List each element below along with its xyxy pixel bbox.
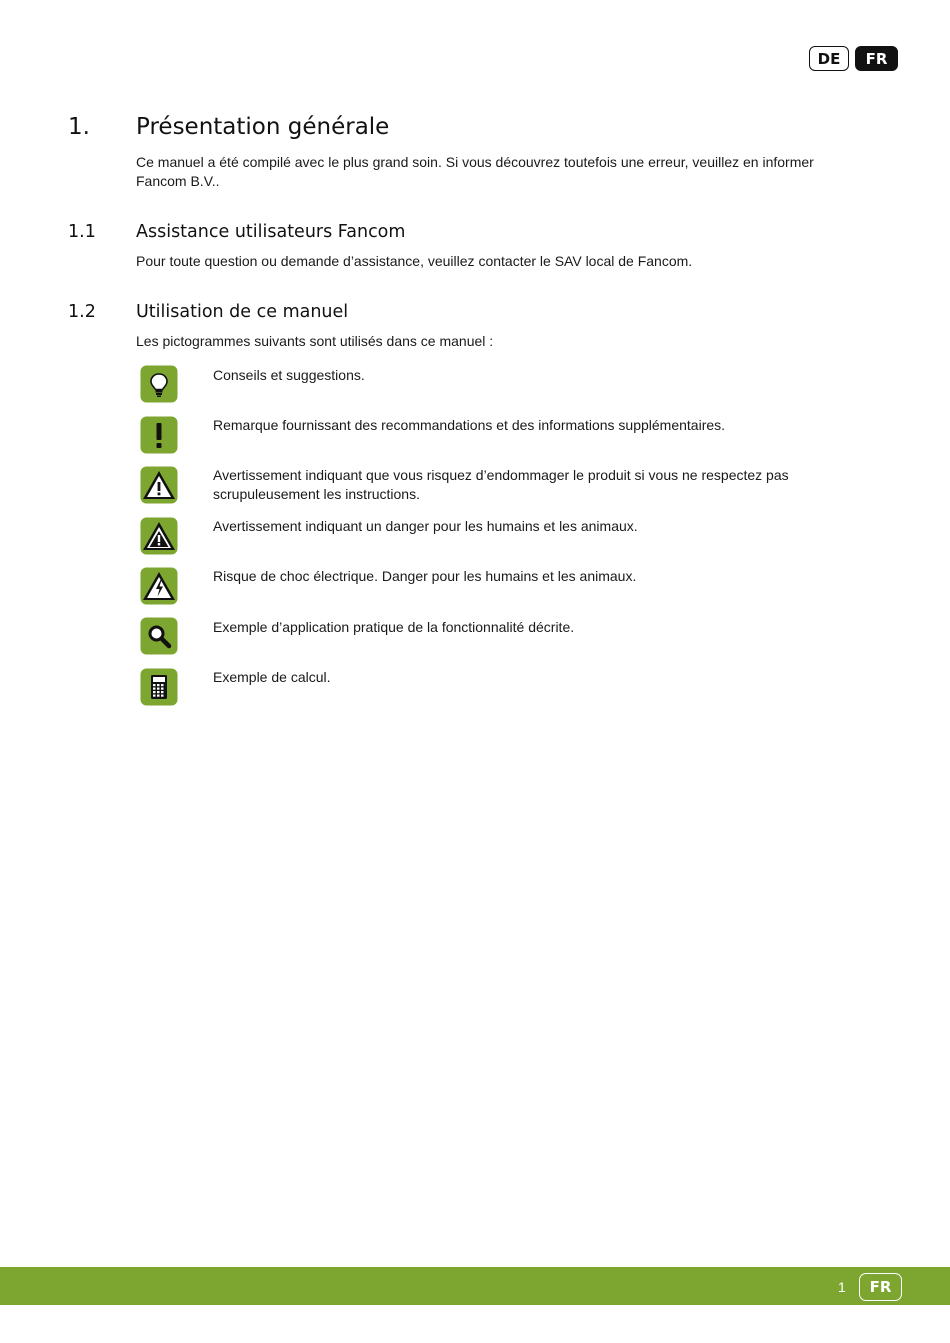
section-1-text: Ce manuel a été compilé avec le plus grand soin. Si vous découvrez toutefois une erreur, veuillez en informer Fancom B.V.. bbox=[136, 154, 814, 189]
footer-band bbox=[0, 1267, 950, 1305]
lightbulb-icon bbox=[140, 365, 178, 403]
danger-triangle-icon bbox=[140, 517, 178, 555]
pictogram-text: Risque de choc électrique. Danger pour les humains et les animaux. bbox=[213, 568, 637, 584]
section-1-title: Présentation générale bbox=[136, 114, 390, 140]
section-1-2-title: Utilisation de ce manuel bbox=[136, 302, 349, 322]
warning-triangle-icon bbox=[140, 466, 178, 504]
page-number: 1 bbox=[838, 1279, 846, 1295]
pictogram-text: Conseils et suggestions. bbox=[213, 367, 365, 383]
pictogram-text: Avertissement indiquant un danger pour les humains et les animaux. bbox=[213, 518, 638, 534]
pictogram-text: Avertissement indiquant que vous risquez d’endommager le produit si vous ne respectez pas scrupuleusement les instructions. bbox=[213, 467, 789, 502]
section-1-1-title: Assistance utilisateurs Fancom bbox=[136, 222, 406, 242]
section-1-1-text: Pour toute question ou demande d’assistance, veuillez contacter le SAV local de Fancom. bbox=[136, 253, 693, 269]
electric-shock-icon bbox=[140, 567, 178, 605]
pictogram-text: Exemple de calcul. bbox=[213, 669, 331, 685]
magnifier-icon bbox=[140, 617, 178, 655]
calculator-icon bbox=[140, 668, 178, 706]
language-tabs bbox=[809, 46, 898, 71]
section-1-2-intro: Les pictogrammes suivants sont utilisés dans ce manuel : bbox=[136, 333, 494, 349]
language-tab-de[interactable]: DE bbox=[809, 46, 849, 71]
section-1-number: 1. bbox=[68, 114, 90, 140]
exclamation-icon bbox=[140, 416, 178, 454]
pictogram-text: Remarque fournissant des recommandations et des informations supplémentaires. bbox=[213, 417, 726, 433]
footer-language-tab: FR bbox=[859, 1273, 902, 1301]
section-1-2-number: 1.2 bbox=[68, 302, 96, 322]
section-1-1-number: 1.1 bbox=[68, 222, 96, 242]
pictogram-text: Exemple d’application pratique de la fonctionnalité décrite. bbox=[213, 619, 575, 635]
language-tab-fr[interactable]: FR bbox=[855, 46, 898, 71]
